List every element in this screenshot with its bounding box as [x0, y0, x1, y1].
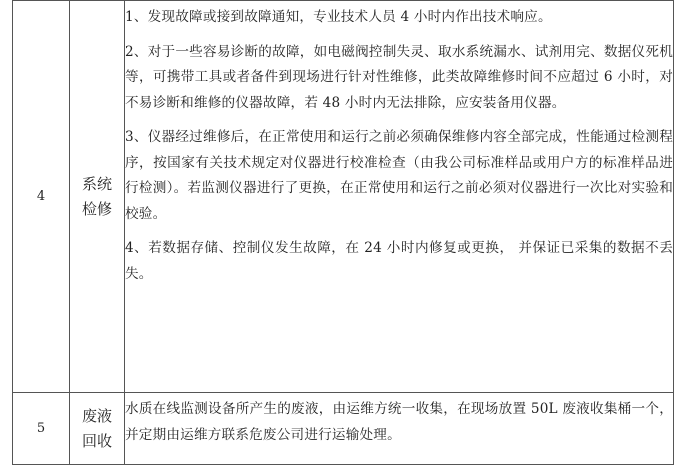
- row-number: 4: [36, 189, 46, 204]
- table-row: [13, 1, 674, 393]
- description-cell: [125, 393, 674, 465]
- row-number-cell: [13, 393, 70, 465]
- maintenance-table: [12, 0, 674, 465]
- category-cell: [70, 1, 125, 393]
- description-item: 水质在线监测设备所产生的废液，由运维方统一收集，在现场放置 50L 废液收集桶一个，并定期由运维方联系危废公司进行运输处理。: [125, 401, 673, 443]
- description-item: 4、若数据存储、控制仪发生故障，在 24 小时内修复或更换， 并保证已采集的数据不丢失。: [125, 240, 673, 282]
- category-line: 废液: [81, 406, 112, 425]
- description-item: 1、发现故障或接到故障通知，专业技术人员 4 小时内作出技术响应。: [125, 9, 552, 25]
- table-row: [13, 393, 674, 465]
- row-number: 5: [36, 421, 46, 436]
- category-line: 检修: [81, 199, 112, 218]
- category-line: 系统: [81, 174, 112, 193]
- category-cell: [70, 393, 125, 465]
- row-number-cell: [13, 1, 70, 393]
- description-cell: [125, 1, 674, 393]
- category-line: 回收: [81, 431, 112, 450]
- description-item: 2、对于一些容易诊断的故障，如电磁阀控制失灵、取水系统漏水、试剂用完、数据仪死机等，可携带工具或者备件到现场进行针对性维修，此类故障维修时间不应超过 6 小时，对不易诊断和维修的仪器故障，若 48 小时内无法排除，应安装备用仪器。: [125, 43, 673, 111]
- description-item: 3、仪器经过维修后，在正常使用和运行之前必须确保维修内容全部完成，性能通过检测程序，按国家有关技术规定对仪器进行校准检查（由我公司标准样品或用户方的标准样品进行检测）。若监测仪器进行了更换，在正常使用和运行之前必须对仪器进行一次比对实验和校验。: [125, 129, 673, 222]
